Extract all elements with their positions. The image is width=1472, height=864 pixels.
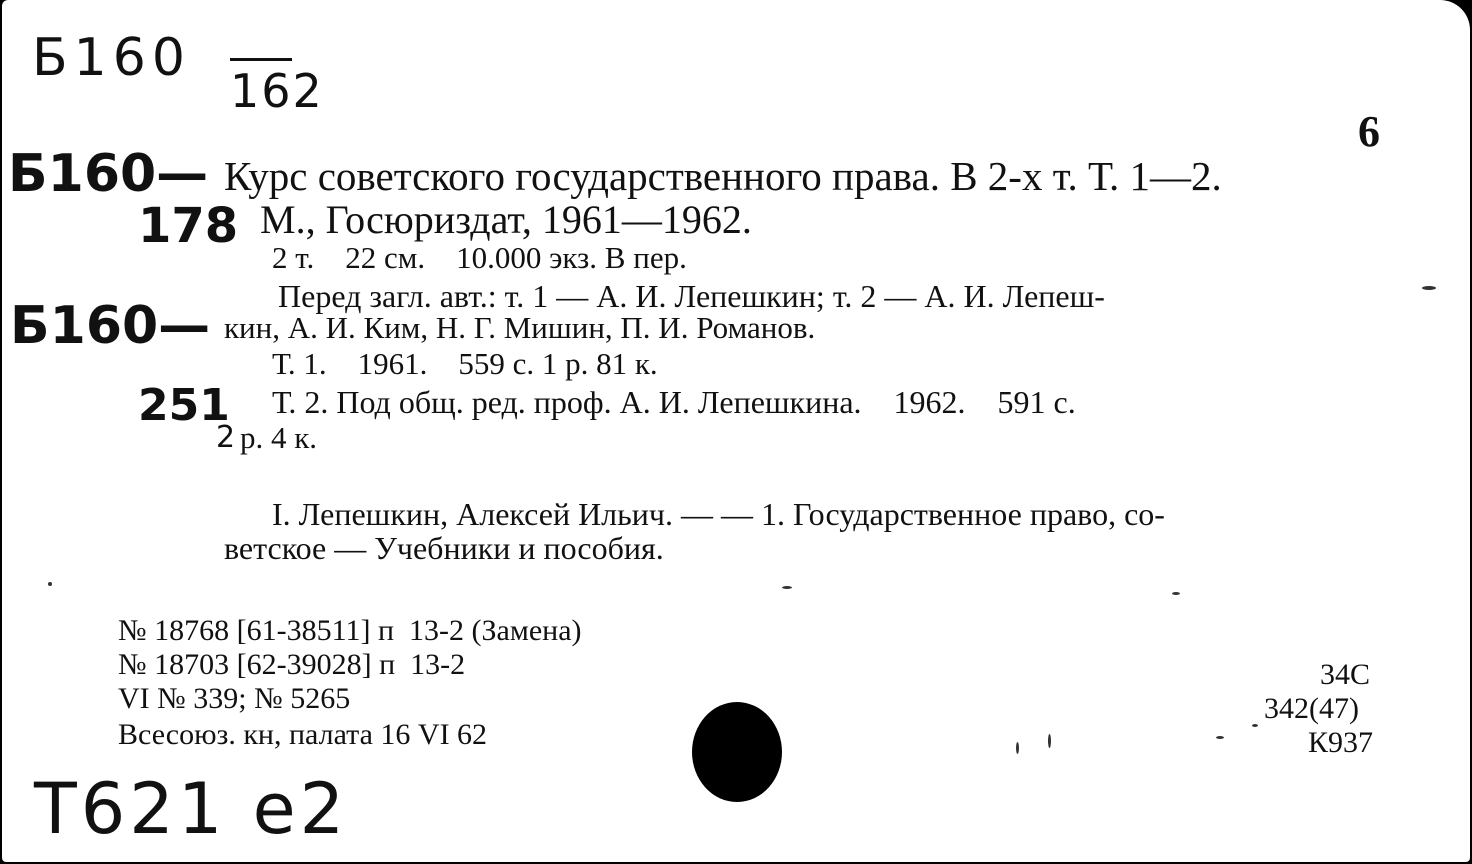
punch-hole xyxy=(692,702,782,802)
volume-2-line-2: р. 4 к. xyxy=(240,420,318,455)
speck xyxy=(1048,734,1051,748)
handwritten-call-number-2: Б160— xyxy=(10,296,211,356)
handwritten-call-number-top: Б160 xyxy=(32,28,191,88)
tracing-line-2: ветское — Учебники и пособия. xyxy=(224,530,664,566)
fraction-line xyxy=(230,58,292,61)
handwritten-call-number-1-bottom: 178 xyxy=(138,198,239,254)
speck xyxy=(1216,736,1224,739)
physical-description-line: 2 т. 22 см. 10.000 экз. В пер. xyxy=(272,240,687,275)
catalog-card xyxy=(2,0,1470,862)
handwritten-call-number-1: Б160— xyxy=(8,144,209,204)
registration-line-4: Всесоюз. кн, палата 16 VI 62 xyxy=(118,718,488,751)
registration-line-3: VI № 339; № 5265 xyxy=(118,682,351,715)
speck xyxy=(1016,742,1019,754)
classification-line-3: К937 xyxy=(1308,726,1374,759)
tracing-line-1: I. Лепешкин, Алексей Ильич. — — 1. Государственное право, со- xyxy=(272,496,1165,532)
handwritten-call-number-2-subscript: 2 xyxy=(216,420,236,455)
speck xyxy=(48,582,52,586)
author-note-line-1: Перед загл. авт.: т. 1 — А. И. Лепешкин; т. 2 — А. И. Лепеш- xyxy=(278,278,1105,314)
speck xyxy=(1252,724,1258,727)
speck xyxy=(1172,592,1180,595)
handwritten-call-number-2-bottom: 251 xyxy=(138,380,230,431)
registration-line-1: № 18768 [61-38511] п 13-2 (Замена) xyxy=(118,614,582,647)
author-note-line-2: кин, А. И. Ким, Н. Г. Мишин, П. И. Романов. xyxy=(224,310,816,345)
volume-1-line: Т. 1. 1961. 559 с. 1 р. 81 к. xyxy=(272,346,658,381)
speck xyxy=(782,586,792,589)
speck xyxy=(1422,286,1436,290)
card-number: 6 xyxy=(1358,107,1380,156)
volume-2-line-1: Т. 2. Под общ. ред. проф. А. И. Лепешкина. 1962. 591 с. xyxy=(272,384,1076,420)
registration-line-2: № 18703 [62-39028] п 13-2 xyxy=(118,648,466,681)
title-line: Курс советского государственного права. В 2-х т. Т. 1—2. xyxy=(224,153,1222,199)
handwritten-bottom-mark: Т621 е2 xyxy=(34,768,349,850)
handwritten-call-number-top-denominator: 162 xyxy=(230,64,324,118)
classification-line-1: 34С xyxy=(1320,658,1371,691)
classification-line-2: 342(47) xyxy=(1264,692,1359,725)
imprint-line: М., Госюриздат, 1961—1962. xyxy=(260,197,752,242)
